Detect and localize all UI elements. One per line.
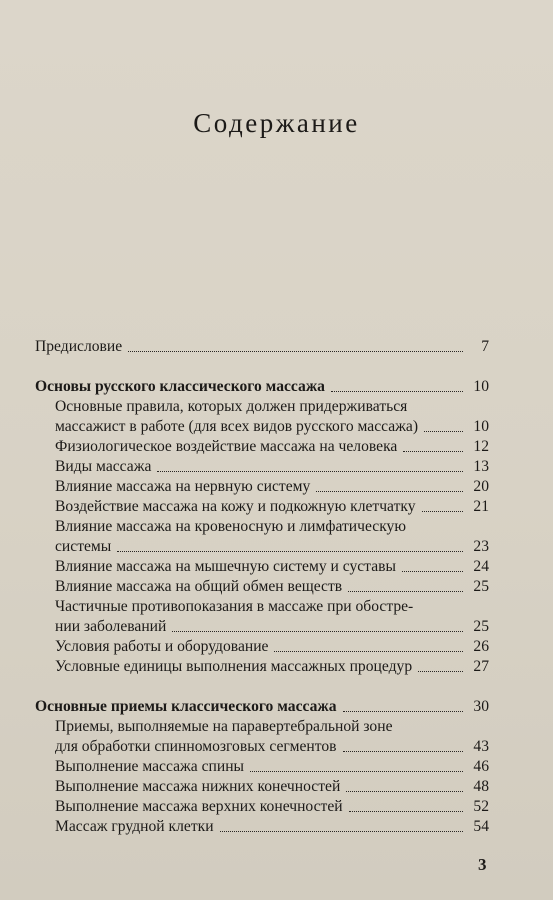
toc-page-number: 24 (473, 558, 489, 575)
toc-entry-title: системы (55, 538, 112, 555)
toc-entry-preface (35, 337, 489, 357)
toc-page-number: 10 (473, 378, 489, 395)
dot-leader (348, 590, 463, 592)
toc-entry (35, 817, 489, 837)
toc-entry (35, 557, 489, 577)
dot-leader (422, 510, 463, 512)
dot-leader (349, 810, 463, 812)
dot-leader (274, 650, 463, 652)
dot-leader (220, 830, 463, 832)
toc-entry-title: Виды массажа (55, 458, 152, 475)
toc-page-number: 30 (473, 698, 489, 715)
toc-entry-title: Условия работы и оборудование (55, 638, 269, 655)
dot-leader (172, 630, 463, 632)
toc-entry (35, 757, 489, 777)
toc-entry-title: Предисловие (35, 338, 123, 355)
dot-leader (403, 450, 463, 452)
toc-entry-title: нии заболеваний (55, 618, 167, 635)
toc-page-number: 52 (473, 798, 489, 815)
toc-entry (35, 457, 489, 477)
dot-leader (157, 470, 463, 472)
toc-entry-title: Массаж грудной клетки (55, 818, 214, 835)
toc-page-number: 46 (473, 758, 489, 775)
dot-leader (343, 710, 464, 712)
dot-leader (424, 430, 463, 432)
toc-page-number: 23 (473, 538, 489, 555)
toc-page-number: 25 (473, 618, 489, 635)
toc-page-number: 54 (473, 818, 489, 835)
page-title: Содержание (193, 108, 360, 139)
toc-section-heading (35, 377, 489, 397)
toc-entry-line: Влияние массажа на кровеносную и лимфатическую (55, 518, 407, 535)
toc-page-number: 43 (473, 738, 489, 755)
table-of-contents (35, 337, 489, 837)
toc-page-number: 12 (473, 438, 489, 455)
toc-entry (35, 797, 489, 817)
toc-entry-title: Основные приемы классического массажа (35, 698, 337, 715)
page-number: 3 (478, 855, 487, 874)
dot-leader (316, 490, 463, 492)
toc-entry-title: Влияние массажа на общий обмен веществ (55, 578, 343, 595)
toc-entry-line: Основные правила, которых должен придерживаться (55, 398, 408, 415)
toc-entry-title: Влияние массажа на мышечную систему и суставы (55, 558, 396, 575)
toc-entry (35, 777, 489, 797)
dot-leader (343, 750, 464, 752)
toc-page-number: 25 (473, 578, 489, 595)
toc-entry-title: Воздействие массажа на кожу и подкожную клетчатку (55, 498, 416, 515)
toc-entry-line: Частичные противопоказания в массаже при обостре- (55, 598, 414, 615)
dot-leader (346, 790, 463, 792)
toc-entry (35, 637, 489, 657)
toc-page-number: 20 (473, 478, 489, 495)
toc-entry-title: Выполнение массажа спины (55, 758, 245, 775)
dot-leader (250, 770, 463, 772)
toc-page-number: 27 (473, 658, 489, 675)
toc-page-number: 7 (481, 338, 489, 355)
dot-leader (331, 390, 463, 392)
toc-page-number: 13 (473, 458, 489, 475)
toc-entry (35, 497, 489, 517)
toc-entry-title: Физиологическое воздействие массажа на человека (55, 438, 398, 455)
dot-leader (128, 350, 463, 352)
toc-entry (35, 417, 489, 437)
dot-leader (418, 670, 463, 672)
toc-entry-title: Выполнение массажа верхних конечностей (55, 798, 343, 815)
toc-entry-title: Основы русского классического массажа (35, 378, 325, 395)
toc-entry-title: Влияние массажа на нервную систему (55, 478, 311, 495)
toc-entry-title: для обработки спинномозговых сегментов (55, 738, 337, 755)
toc-entry-title: Условные единицы выполнения массажных процедур (55, 658, 413, 675)
toc-entry-title: массажист в работе (для всех видов русского массажа) (55, 418, 419, 435)
toc-section-heading (35, 697, 489, 717)
toc-page-number: 48 (473, 778, 489, 795)
toc-entry-line: Приемы, выполняемые на паравертебральной зоне (55, 718, 393, 735)
toc-entry (35, 477, 489, 497)
toc-entry (35, 737, 489, 757)
toc-entry (35, 657, 489, 677)
toc-entry (35, 437, 489, 457)
toc-entry-title: Выполнение массажа нижних конечностей (55, 778, 341, 795)
toc-page-number: 10 (473, 418, 489, 435)
dot-leader (117, 550, 463, 552)
toc-entry (35, 577, 489, 597)
toc-page-number: 26 (473, 638, 489, 655)
toc-entry (35, 537, 489, 557)
dot-leader (402, 570, 463, 572)
toc-page-number: 21 (473, 498, 489, 515)
toc-entry (35, 617, 489, 637)
